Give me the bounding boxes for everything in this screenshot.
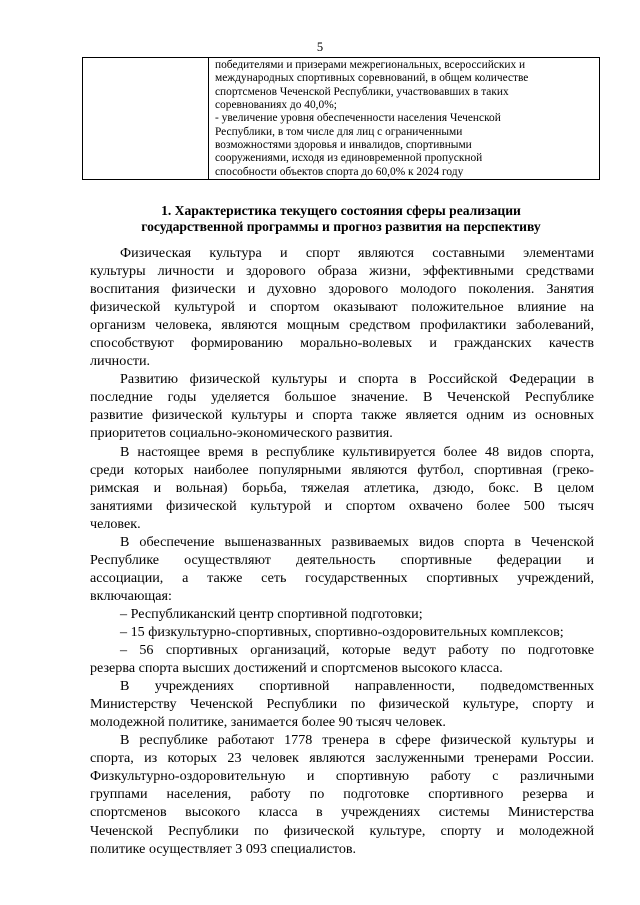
paragraph-line: последние годы уделяется большое значение. В Чеченской Республике xyxy=(90,389,594,406)
continuation-table xyxy=(82,57,600,180)
list-item: – Республиканский центр спортивной подготовки; xyxy=(120,605,423,622)
paragraph-line: воспитания физически и духовно здорового молодого поколения. Занятия xyxy=(90,281,594,298)
paragraph-line: Развитию физической культуры и спорта в Российской Федерации в xyxy=(120,371,594,388)
table-text-line: международных спортивных соревнований, в общем количестве xyxy=(215,72,529,85)
paragraph-line: культуры личности и здорового образа жизни, эффективными средствами xyxy=(90,263,594,280)
table-cell-empty xyxy=(83,58,209,180)
section-heading xyxy=(82,203,600,235)
paragraph-line: физической культурой и спортом оказывают положительное влияние на xyxy=(90,299,594,316)
paragraph-line: В учреждениях спортивной направленности, подведомственных xyxy=(120,678,594,695)
paragraph-line: молодежной политике, занимается более 90 тысяч человек. xyxy=(90,714,446,731)
paragraph-line: среди которых наиболее популярными являются футбол, спортивная (греко- xyxy=(90,461,594,478)
paragraph-line: В республике работают 1778 тренера в сфере физической культуры и xyxy=(120,732,594,749)
paragraph-line: развитие физической культуры и спорта также является одним из основных xyxy=(90,407,594,424)
paragraph-line: ассоциации, а также сеть государственных спортивных учреждений, xyxy=(90,569,594,586)
paragraph-line: резерва спорта высших достижений и спортсменов высокого класса. xyxy=(90,660,503,677)
table-text-line: сооружениями, исходя из единовременной пропускной xyxy=(215,152,483,165)
body-text xyxy=(90,244,594,858)
paragraph-line: Министерству Чеченской Республики по физической культуре, спорту и xyxy=(90,696,594,713)
paragraph-line: способствуют формированию морально-волевых и гражданских качеств xyxy=(90,335,594,352)
table-text-line: спортсменов Чеченской Республики, участвовавших в таких xyxy=(215,85,509,98)
paragraph-line: Республике осуществляют деятельность спортивные федерации и xyxy=(90,551,594,568)
paragraph-line: организм человека, являются мощным средством профилактики заболеваний, xyxy=(90,317,594,334)
table-text-line: Республики, в том числе для лиц с ограниченными xyxy=(215,125,463,138)
paragraph-line: человек. xyxy=(90,515,141,532)
page-number: 5 xyxy=(316,40,324,54)
table-text-line: победителями и призерами межрегиональных, всероссийских и xyxy=(215,59,526,71)
paragraph-line: В обеспечение вышеназванных развиваемых видов спорта в Чеченской xyxy=(120,533,594,550)
paragraph-line: политике осуществляет 3 093 специалистов. xyxy=(90,840,357,857)
paragraph-line: Физическая культура и спорт являются составными элементами xyxy=(120,245,594,261)
list-item: – 56 спортивных организаций, которые ведут работу по подготовке xyxy=(120,642,594,659)
paragraph-line: Физкультурно-оздоровительную и спортивную работу с различными xyxy=(90,768,594,785)
section-heading-line: государственной программы и прогноз развития на перспективу xyxy=(141,219,541,234)
paragraph-line: включающая: xyxy=(90,587,172,604)
paragraph-line: спортсменов высокого класса в учреждениях системы Министерства xyxy=(90,804,594,821)
table-cell-text xyxy=(209,58,600,180)
paragraph-line: Чеченской Республики по физической культуре, спорту и молодежной xyxy=(90,822,594,839)
paragraph-line: спорта, из которых 23 человек являются заслуженными тренерами России. xyxy=(90,750,594,767)
paragraph-line: римская и вольная) борьба, тяжелая атлетика, дзюдо, бокс. В целом xyxy=(90,479,594,496)
paragraph-line: В настоящее время в республике культивируется более 48 видов спорта, xyxy=(120,443,594,460)
paragraph-line: занятиями физической культурой и спортом охвачено более 500 тысяч xyxy=(90,497,594,514)
paragraph-line: приоритетов социально-экономического развития. xyxy=(90,425,393,442)
paragraph-line: группами населения, работу по подготовке спортивного резерва и xyxy=(90,786,594,803)
paragraph-line: личности. xyxy=(90,353,151,370)
table-text-line: - увеличение уровня обеспеченности населения Чеченской xyxy=(215,112,501,125)
section-heading-line: 1. Характеристика текущего состояния сферы реализации xyxy=(161,203,521,218)
table-text-line: соревнованиях до 40,0%; xyxy=(215,99,337,112)
table-text-line: возможностями здоровья и инвалидов, спортивными xyxy=(215,139,472,152)
list-item: – 15 физкультурно-спортивных, спортивно-оздоровительных комплексов; xyxy=(120,623,564,640)
table-text-line: способности объектов спорта до 60,0% к 2024 году xyxy=(215,165,464,178)
